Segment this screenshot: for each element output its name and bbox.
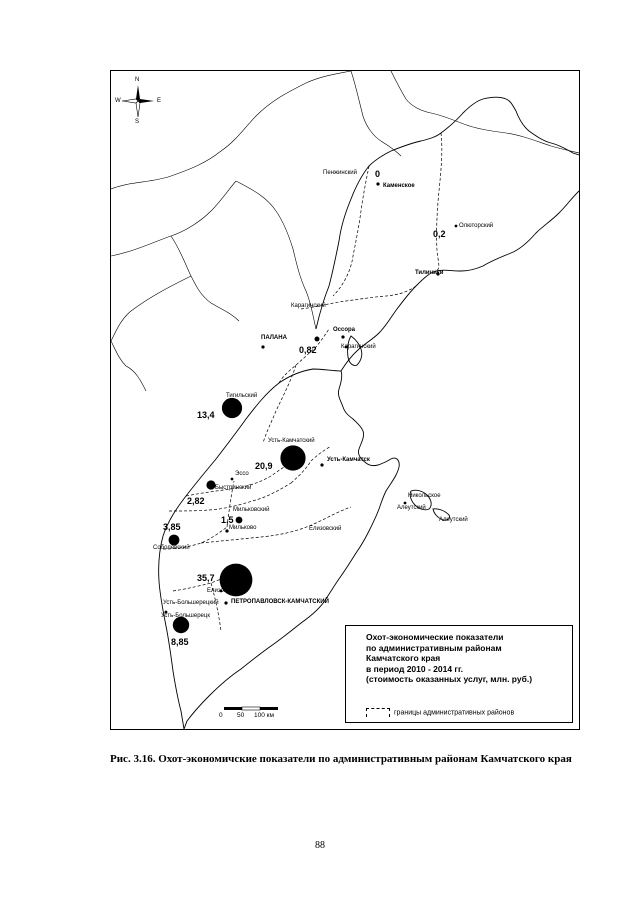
mainland-coast-west — [111, 341, 146, 391]
district-name-penzhinsky: Пенжинский — [323, 170, 357, 176]
value-olyutorsky: 0,2 — [433, 229, 446, 239]
district-name-elizovsky: Елизовский — [309, 526, 342, 532]
district-name-milkovsky: Мильковский — [233, 507, 270, 513]
coastline-north — [111, 71, 351, 189]
boundary-tigil-ustkamchatsky — [263, 365, 296, 443]
koryak-outline — [316, 97, 579, 371]
dot-kamenskoe — [376, 182, 379, 185]
dot-petropavlovsk — [224, 601, 227, 604]
page-number: 88 — [315, 840, 325, 851]
value-sobolevsky: 3,85 — [163, 522, 181, 532]
settlement-elizovo: Елизово — [207, 588, 231, 594]
value-milkovsky: 1,5 — [221, 515, 234, 525]
boundary-penzhinsky-olyutorsky — [436, 133, 442, 271]
compass-west-label: W — [115, 98, 121, 104]
settlement-ust-kamchatsk: Усть-Камчатск — [327, 457, 370, 463]
district-name-tigilsky: Тигильский — [226, 393, 258, 399]
dot-ossora — [341, 335, 344, 338]
value-karaginsky: 0,82 — [299, 345, 317, 355]
settlement-aleutsky: Алеутский — [397, 505, 426, 511]
legend-boundary-key — [366, 708, 514, 717]
compass-south-label: S — [135, 119, 140, 125]
dot-palana — [261, 345, 264, 348]
district-name-olyutorsky: Олюторский — [459, 223, 494, 229]
district-name-bystrinsky: Быстринский — [215, 485, 252, 491]
district-name-aleutsky: Алеутский — [439, 517, 468, 523]
dot-nikolskoe — [404, 502, 407, 505]
admin-boundary-mainland-5 — [306, 291, 316, 329]
chukotka-boundary — [391, 71, 579, 153]
district-name-sobolevsky: Соболевский — [153, 545, 190, 551]
dashed-boundary-symbol — [366, 708, 390, 717]
settlement-kamenskoe: Каменское — [383, 183, 415, 189]
admin-boundary-mainland-1 — [111, 181, 236, 256]
value-elizovsky: 35,7 — [197, 573, 215, 583]
mainland-boundaries — [111, 71, 579, 391]
settlement-tilichiki: Тиличики — [415, 270, 444, 276]
settlement-ossora: Оссора — [333, 327, 356, 333]
value-symbol-7 — [169, 535, 180, 546]
value-symbol-4 — [280, 445, 305, 470]
dot-olyutorsky — [455, 225, 458, 228]
dot-ust-kamchatsk — [320, 463, 323, 466]
district-name-ust-kamchatsky: Усть-Камчатский — [268, 438, 315, 444]
district-name-karaginsky: Карагинский — [291, 303, 326, 309]
compass-north-label: N — [135, 77, 140, 83]
settlement-petropavlovsk: ПЕТРОПАВЛОВСК-КАМЧАТСКИЙ — [231, 599, 329, 605]
scale-end-label: 100 км — [254, 712, 274, 719]
inner-boundary-north — [351, 71, 401, 156]
map-legend — [345, 625, 573, 723]
value-symbol-3 — [222, 398, 242, 418]
legend-title: Охот-экономические показатели по административным районам Камчатского края в период 2010 - 2014 гг. (стоимость оказанных услуг, млн. руб.) — [366, 632, 533, 684]
settlement-nikolskoe: Никольское — [408, 493, 441, 499]
settlement-karaginsky: Карагинский — [341, 344, 376, 350]
admin-boundary-mainland-3 — [236, 181, 306, 291]
compass-east-label: E — [157, 98, 162, 104]
admin-boundary-mainland-2 — [171, 236, 239, 321]
scale-bar — [224, 707, 278, 710]
settlement-milkovo: Мильково — [229, 525, 257, 531]
value-symbol-2 — [315, 337, 320, 342]
figure-caption: Рис. 3.16. Охот-экономичские показатели по административным районам Камчатского края — [110, 753, 572, 765]
district-boundaries — [163, 133, 442, 631]
district-name-ust-bolsheretsky: Усть-Большерецкий — [163, 600, 219, 606]
settlement-esso: Эссо — [235, 471, 249, 477]
scale-mid-label: 50 — [237, 712, 245, 719]
admin-boundary-mainland-4 — [111, 276, 191, 341]
boundary-penzhinsky-west — [333, 166, 369, 296]
legend-boundary-label: границы административных районов — [394, 709, 515, 717]
value-ust-bolsheretsky: 8,85 — [171, 637, 189, 647]
value-penzhinsky: 0 — [375, 169, 381, 179]
value-symbol-6 — [236, 517, 243, 524]
boundary-milkovsky-elizovsky — [201, 507, 351, 543]
value-ust-kamchatsky: 20,9 — [255, 461, 273, 471]
value-bystrinsky: 2,82 — [187, 496, 205, 506]
scale-zero-label: 0 — [219, 712, 223, 719]
settlement-ust-bolsheretsk: Усть-Большерецк — [161, 613, 210, 619]
value-tigilsky: 13,4 — [197, 410, 215, 420]
settlement-palana: ПАЛАНА — [261, 335, 287, 341]
dot-esso — [231, 478, 234, 481]
compass-rose — [122, 85, 154, 117]
settlement-dots — [165, 182, 458, 613]
